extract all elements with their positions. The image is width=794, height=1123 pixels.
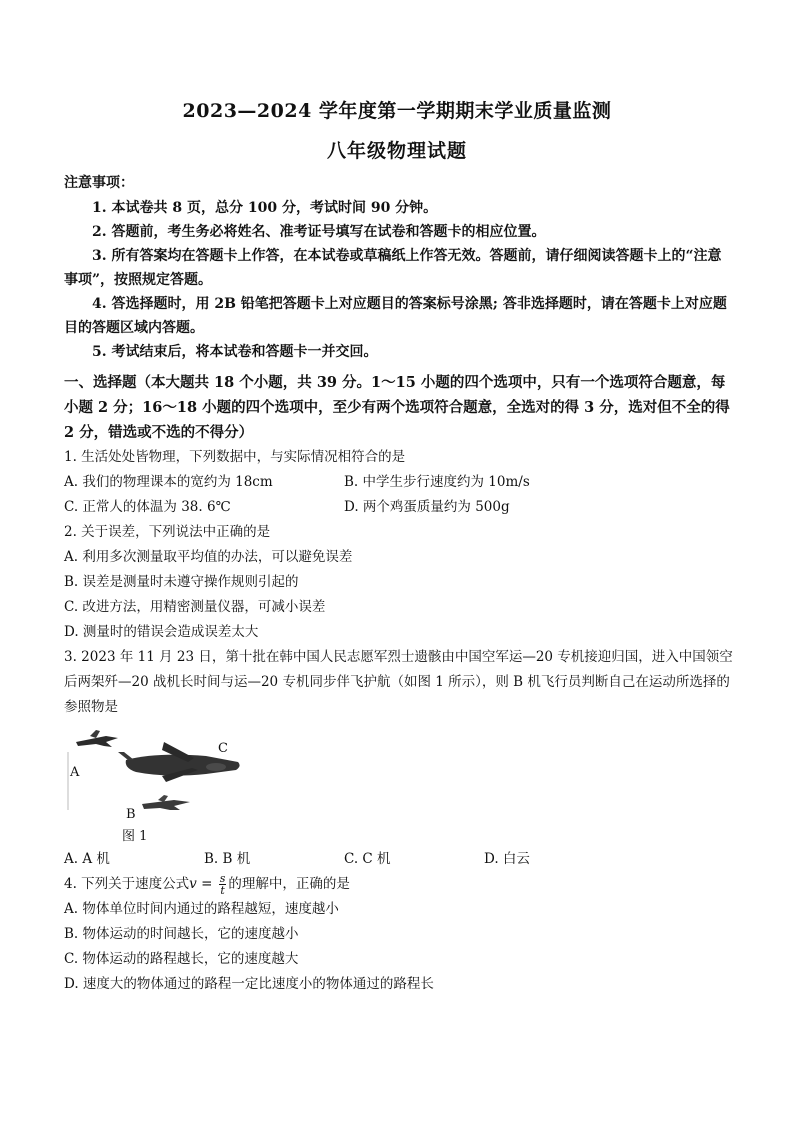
questions [64,445,734,997]
figure-label-b: B [126,807,136,822]
option-c: C. 正常人的体温为 38. 6℃ [64,499,231,515]
question-3 [64,645,734,872]
option-d: D. 测量时的错误会造成误差太大 [64,624,259,640]
section-heading: 一、选择题（本大题共 18 个小题，共 39 分。1～15 小题的四个选项中，只有一个选项符合题意，每小题 2 分；16～18 小题的四个选项中，至少有两个选项符合题意，全选对的得 3 分，选对但不全的得 2 分，错选或不选的不得分） [64,374,730,441]
figure-1 [66,722,266,847]
option-b: B. B 机 [204,851,251,867]
option-c: C. 改进方法，用精密测量仪器，可减小误差 [64,599,326,615]
notes-list [64,196,734,364]
jets-illustration [66,722,266,847]
option-a: A. 利用多次测量取平均值的办法，可以避免误差 [64,549,353,565]
formula-v: v [189,876,197,892]
question-stem: 2. 关于误差，下列说法中正确的是 [64,524,271,540]
note-item: 2. 答题前，考生务必将姓名、准考证号填写在试卷和答题卡的相应位置。 [92,224,546,240]
speed-formula-fraction [219,873,227,896]
question-2 [64,520,734,645]
option-c: C. 物体运动的路程越长，它的速度越大 [64,951,299,967]
figure-label-a: A [70,765,80,780]
note-item: 4. 答选择题时，用 2B 铅笔把答题卡上对应题目的答案标号涂黑; 答非选择题时，请在答题卡上对应题目的答题区域内答题。 [64,296,727,336]
note-item: 5. 考试结束后，将本试卷和答题卡一并交回。 [92,344,378,360]
exam-subtitle: 八年级物理试题 [326,140,467,162]
option-d: D. 白云 [484,851,530,867]
option-b: B. 误差是测量时未遵守操作规则引起的 [64,574,299,590]
option-row [64,847,734,872]
option-b: B. 中学生步行速度约为 10m/s [344,474,530,490]
option-row [64,495,734,520]
formula-numerator: s [219,872,226,885]
jet-a-icon [76,730,118,747]
question-1 [64,445,734,520]
option-b: B. 物体运动的时间越长，它的速度越小 [64,926,299,942]
stem-prefix: 4. 下列关于速度公式 [64,876,190,892]
jet-b-icon [142,795,190,810]
question-stem: 1. 生活处处皆物理，下列数据中，与实际情况相符合的是 [64,449,406,465]
note-item: 1. 本试卷共 8 页，总分 100 分，考试时间 90 分钟。 [92,200,438,216]
question-stem [64,872,734,897]
exam-title: 2023—2024 学年度第一学期期末学业质量监测 [182,100,612,122]
question-4 [64,872,734,997]
question-stem: 3. 2023 年 11 月 23 日，第十批在韩中国人民志愿军烈士遗骸由中国空军运—20 专机接迎归国，进入中国领空后两架歼—20 战机长时间与运—20 专机同步伴飞护航（如图 1 所示），则 B 机飞行员判断自己在运动所选择的参照物是 [64,649,733,715]
figure-label-c: C [218,741,228,756]
option-a: A. 我们的物理课本的宽约为 18cm [64,474,273,490]
option-a: A. A 机 [64,851,110,867]
stem-suffix: 的理解中，正确的是 [228,876,350,892]
figure-caption: 图 1 [122,829,148,844]
option-c: C. C 机 [344,851,391,867]
formula-equals: = [196,876,217,892]
option-a: A. 物体单位时间内通过的路程越短，速度越小 [64,901,339,917]
option-row [64,470,734,495]
note-item: 3. 所有答案均在答题卡上作答，在本试卷或草稿纸上作答无效。答题前，请仔细阅读答题卡上的“注意事项”，按照规定答题。 [64,248,722,288]
notes-heading: 注意事项： [64,175,134,191]
option-d: D. 两个鸡蛋质量约为 500g [344,499,510,515]
option-d: D. 速度大的物体通过的路程一定比速度小的物体通过的路程长 [64,976,434,992]
formula-denominator: t [220,884,225,897]
